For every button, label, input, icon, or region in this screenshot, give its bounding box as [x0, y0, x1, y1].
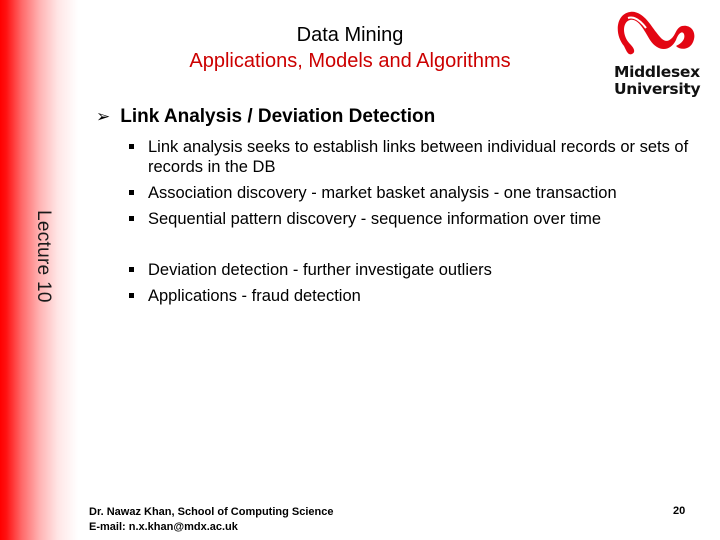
bullet-text: Applications - fraud detection	[148, 287, 361, 305]
square-bullet-icon	[129, 144, 134, 149]
page-number: 20	[673, 505, 686, 517]
footer-author-block	[89, 505, 333, 535]
footer-author: Dr. Nawaz Khan, School of Computing Science	[89, 506, 334, 518]
logo-line1: Middlesex	[614, 63, 700, 81]
list-item	[128, 206, 698, 232]
bullet-text: Deviation detection - further investigate outliers	[148, 261, 492, 279]
logo-line2: University	[614, 80, 701, 98]
lecture-label: Lecture 10	[33, 210, 54, 303]
title-subtitle: Applications, Models and Algorithms	[189, 50, 511, 72]
bullet-list-deviation	[128, 257, 698, 309]
bullet-text: Link analysis seeks to establish links between individual records or sets of records in the DB	[148, 138, 689, 176]
square-bullet-icon	[129, 293, 134, 298]
heading-text: Link Analysis / Deviation Detection	[120, 106, 436, 127]
square-bullet-icon	[129, 267, 134, 272]
footer-email: E-mail: n.x.khan@mdx.ac.uk	[89, 521, 238, 533]
bullet-text: Association discovery - market basket analysis - one transaction	[148, 184, 617, 202]
bullet-list-link-analysis	[128, 134, 698, 232]
bullet-text: Sequential pattern discovery - sequence information over time	[148, 210, 602, 228]
list-item	[128, 180, 698, 206]
list-item	[128, 134, 698, 180]
list-item	[128, 257, 698, 283]
list-item	[128, 283, 698, 309]
title-main: Data Mining	[296, 24, 404, 46]
square-bullet-icon	[129, 190, 134, 195]
logo-wordmark	[614, 64, 704, 98]
section-heading	[96, 106, 435, 128]
arrow-bullet-icon: ➢	[96, 107, 111, 126]
slide-title	[100, 22, 600, 74]
square-bullet-icon	[129, 216, 134, 221]
